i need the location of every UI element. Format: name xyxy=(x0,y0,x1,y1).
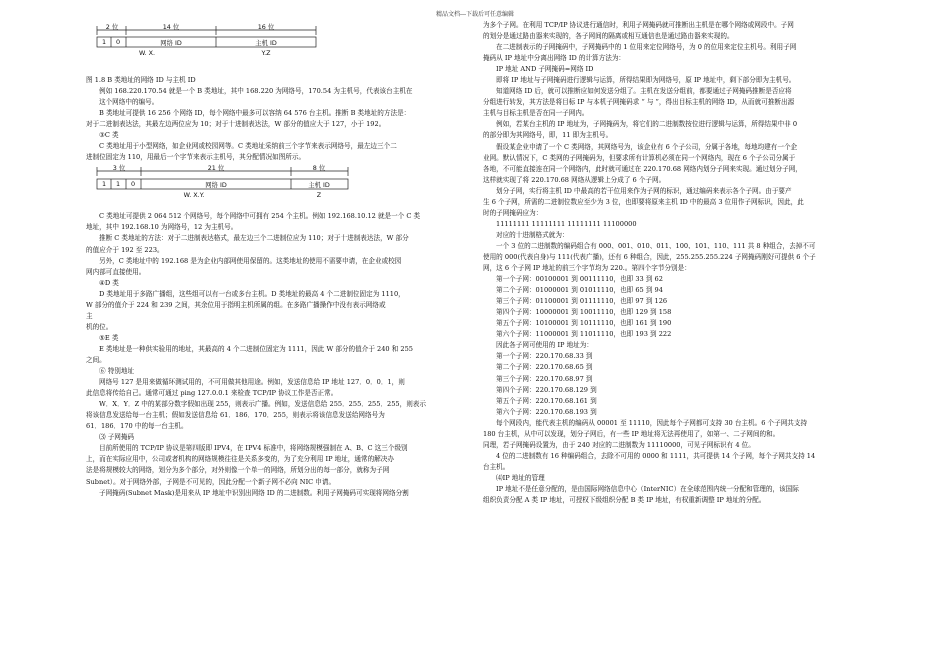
text-line: 各地，不可能直接连在同一个网络内，此时就可通过在 220.170.68 网络内划分子网来实现。通过划分子网， xyxy=(483,164,802,173)
text-line: 生 6 个子网，所需的二进制位数应至少为 3 位，也即要将原来主机 ID 中的最高 3 位用作子网标识，因此，此 xyxy=(483,197,804,206)
text-line: 网络号 127 是用来做循环测试用的，不可用做其他用途。例如，发送信息给 IP 地址 127．0．0．1，则 xyxy=(99,378,405,387)
text-line: 例如 168.220.170.54 就是一个 B 类地址，其中 168.220 为网络号，170.54 为主机号，代表该台主机在 xyxy=(99,87,413,96)
class-b-width-3: 16 位 xyxy=(257,23,275,31)
subnet-mask-binary: 11111111 11111111 11111111 11100000 xyxy=(496,219,637,228)
text-line: 这个网络中的编号。 xyxy=(99,98,159,107)
formula-line: IP 地址 AND 子网掩码=网络 ID xyxy=(496,65,594,74)
text-line: 时的子网掩码应为： xyxy=(483,208,543,217)
class-c-width-3: 8 位 xyxy=(312,164,326,173)
subnet-address: 第三个子网：220.170.68.97 到 xyxy=(496,374,593,383)
class-c-bit-1: 1 xyxy=(101,180,107,189)
class-c-width-2: 21 位 xyxy=(207,164,225,173)
text-line: 之间。 xyxy=(86,355,106,364)
text-line: 目前所使用的 TCP/IP 协议是第四版即 IPV4，在 IPV4 标准中，将网络规模强制在 A、B、C 这三个级别 xyxy=(99,444,408,453)
text-line: 主机与目标主机是否在同一子网内。 xyxy=(483,109,589,118)
text-line: 业网。默认情况下，C 类网的子网掩码为，但要求所有计算机必须在同一个网络内，现在 6 个子公司分属于 xyxy=(483,153,796,162)
text-line: 因此各子网可使用的 IP 地址为： xyxy=(496,341,593,350)
class-c-diagram xyxy=(86,163,472,211)
text-line: 划分子网，实行将主机 ID 中最高的若干位用来作为子网的标识，通过编码来表示各个子网。由于要产 xyxy=(496,186,792,195)
subnet-range: 第二个子网：01000001 到 01011110，也即 65 到 94 xyxy=(496,286,663,295)
text-line: Subnet）。对于网络外部，子网是不可见的，因此分配一个新子网不必向 NIC 申请。 xyxy=(86,477,336,486)
class-c-network-id: 网络 ID xyxy=(205,181,227,190)
text-line: 台主机。 xyxy=(483,462,510,471)
class-b-bit-2: 0 xyxy=(115,38,121,46)
text-line: 同理，若子网掩码设置为，由于 240 对应的二进制数为 11110000，可见子网标识有 4 位。 xyxy=(483,440,755,449)
subnet-address: 第四个子网：220.170.68.129 到 xyxy=(496,385,597,394)
class-b-network-id: 网络 ID xyxy=(160,39,182,47)
page-header: 精品文档---下载后可任意编辑 xyxy=(435,11,515,18)
text-line: 法是将规模较大的网络，划分为多个部分，对外则像一个单一的网络，所划分出的每一部分，就称为子网 xyxy=(86,466,390,475)
text-line: 子网掩码(Subnet Mask)是用来从 IP 地址中识别出网络 ID 的二进制数。利用子网掩码可实现将网络分割 xyxy=(99,488,409,497)
section-heading: ③C 类 xyxy=(99,131,119,140)
subnet-address: 第一个子网：220.170.68.33 到 xyxy=(496,352,593,361)
class-c-host-id: 主机 ID xyxy=(308,181,330,190)
class-c-bit-2: 1 xyxy=(115,180,121,189)
text-line: 推断 C 类地址的方法：对于二进制表达格式，最左边三个二进制位应为 110；对于十进制表达法，W 部分 xyxy=(99,234,409,243)
text-line: 另外，C 类地址中的 192.168 是为企业内部网使用保留的。这类地址的使用不需要申请，在企业或校园 xyxy=(99,256,402,265)
text-line: 网，这 6 个子网 IP 地址的前三个字节均为 220.。第四个字节分别是： xyxy=(483,264,691,273)
class-b-width-2: 14 位 xyxy=(162,23,180,31)
text-line: 主 xyxy=(86,311,93,320)
left-column xyxy=(86,20,472,499)
text-line: 对于二进制表达法，其最左边两位应为 10；对于十进制表达法，W 部分的值应大于 127，小于 192。 xyxy=(86,120,386,129)
text-line: W．X．Y．Z 中的某部分数字假如出现 255，则表示广播。例如，发送信息给 255．255．255．255，则表示 xyxy=(99,400,426,409)
text-line: 地址，其中 192.168.10 为网络号，12 为主机号。 xyxy=(86,223,238,232)
text-line: 将该信息发送给每一台主机；假如发送信息给 61．186．170．255，则表示将该信息发送给网络号为 xyxy=(86,411,385,420)
class-c-diagram-lines xyxy=(86,163,472,211)
text-line: 61．186．170 中的每一台主机。 xyxy=(86,422,188,431)
text-line: 180 台主机，从中可以发现，划分子网后，有一些 IP 地址将无法再使用了，如第一、二子网间的和。 xyxy=(483,429,780,438)
text-line: 知道网络 ID 后，就可以推断应如何发送分组了。主机在发送分组前，都要通过子网掩码推断是否应将 xyxy=(496,87,792,96)
text-line: 分组进行转发，其方法是将目标 IP 与本机子网掩码求 “ 与 ”，得出目标主机的网络 ID，从而就可推断出源 xyxy=(483,98,795,107)
text-line: 的划分是通过路由器来实现的，各子网间的隔离或相互通信也是通过路由器来实现的。 xyxy=(483,32,734,41)
text-line: 组织负责分配 A 类 IP 地址，可授权下级组织分配 B 类 IP 地址，有权重新调整 IP 地址的分配。 xyxy=(483,496,766,505)
section-heading: ④D 类 xyxy=(99,278,119,287)
class-c-width-1: 3 位 xyxy=(112,164,126,173)
text-line: 为多个子网。在利用 TCP/IP 协议进行通信时，利用子网掩码就可推断出主机是在哪个网络或网段中。子网 xyxy=(483,21,794,29)
subnet-address: 第六个子网：220.170.68.193 到 xyxy=(496,407,597,416)
text-line: 假设某企业申请了一个 C 类网络，其网络号为，该企业有 6 个子公司，分属于各地，每地均建有一个企 xyxy=(496,142,798,151)
text-line: 这样就实现了将 220.170.68 网络从逻辑上分成了 6 个子网。 xyxy=(483,175,666,184)
section-heading: ⑷IP 地址的管理 xyxy=(496,473,545,482)
text-line: 使用的 000(代表自身)与 111(代表广播)，还有 6 种组合，因此，255.255.255.224 子网掩码刚好可提供 6 个子 xyxy=(483,252,816,261)
text-line: W 部分的值介于 224 和 239 之间，其余位用于指明主机所属的组。在多路广播操作中没有表示网络或 xyxy=(86,300,386,309)
text-line: 的值应介于 192 至 223。 xyxy=(86,245,164,254)
class-c-bit-3: 0 xyxy=(130,180,136,189)
text-line: C 类地址可提供 2 064 512 个网络号，每个网络中可拥有 254 个主机。例如 192.168.10.12 就是一个 C 类 xyxy=(99,212,421,221)
text-line: 即将 IP 地址与子网掩码进行逻辑与运算，所得结果即为网络号，原 IP 地址中，剩下部分即为主机号。 xyxy=(496,76,796,85)
subnet-range: 第五个子网：10100001 到 10111110，也即 161 到 190 xyxy=(496,319,672,328)
text-line: D 类地址用于多路广播组，这些组可以有一台或多台主机。D 类地址的最高 4 个二进制位固定为 1110， xyxy=(99,289,405,298)
text-line: C 类地址用于小型网络，如企业网或校园网等。C 类地址采纳前三个字节来表示网络号，最左边三个二 xyxy=(99,142,397,151)
text-line: 一个 3 位的二进制数的编码组合有 000、001、010、011、100、101、110、111 共 8 种组合，去掉不可 xyxy=(496,241,816,250)
text-line: 图 1.8 B 类地址的网络 ID 与主机 ID xyxy=(86,76,196,84)
text-line: 机的位。 xyxy=(86,322,113,331)
subnet-address: 第五个子网：220.170.68.161 到 xyxy=(496,396,597,405)
class-b-diagram-lines xyxy=(86,20,472,75)
class-b-bit-1: 1 xyxy=(101,38,107,46)
text-line: 每个网段内，能代表主机的编码从 00001 至 11110，因此每个子网都可支持 30 台主机。6 个子网共支持 xyxy=(496,418,808,427)
text-line: 的部分即为其网络号，即，11 即为主机号。 xyxy=(483,131,613,140)
subnet-range: 第四个子网：10000001 到 10011110，也即 129 到 158 xyxy=(496,308,672,317)
text-line: 例如，若某台主机的 IP 地址为，子网掩码为，将它们的二进制数按位进行逻辑与运算，所得结果中非 0 xyxy=(496,120,798,129)
text-line: 4 位的二进制数有 16 种编码组合，去除不可用的 0000 和 1111，共可提供 14 个子网，每个子网共支持 14 xyxy=(496,451,816,460)
subnet-range: 第六个子网：11000001 到 11011110，也即 193 到 222 xyxy=(496,330,672,339)
section-heading: ⑥ 特别地址 xyxy=(99,367,135,376)
text-line: 进制位固定为 110，用最后一个字节来表示主机号，其分配情况如图所示。 xyxy=(86,153,306,162)
subnet-address: 第二个子网：220.170.68.65 到 xyxy=(496,363,593,372)
text-line: E 类地址是一种供实验用的地址，其最高的 4 个二进制位固定为 1111，因此 W 部分的值介于 240 和 255 xyxy=(99,344,413,353)
class-b-host-octets: Y.Z xyxy=(261,49,271,57)
section-heading: ⑤E 类 xyxy=(99,333,119,342)
text-line: B 类地址可提供 16 256 个网络 ID，每个网络中最多可以容纳 64 576 台主机。推断 B 类地址的方法是： xyxy=(99,109,411,118)
class-b-network-octets: W. X. xyxy=(138,49,156,57)
text-line: 掩码从 IP 地址中分离出网络 ID 的计算方法为： xyxy=(483,54,626,63)
class-b-host-id: 主机 ID xyxy=(255,39,277,47)
section-heading: ⑶ 子网掩码 xyxy=(99,433,135,442)
text-line: 上，而在实际应用中，公司或者机构的网络规模往往是关系多变的，为了充分利用 IP 地址，通常的解决办 xyxy=(86,455,394,464)
text-line: 对应的十进制格式就为： xyxy=(496,230,569,239)
right-column xyxy=(483,20,868,506)
text-line: 此信息将传给自己。通常可通过 ping 127.0.0.1 来检查 TCP/IP 协议工作是否正常。 xyxy=(86,389,338,398)
class-c-host-octets: Z xyxy=(316,191,322,200)
class-c-network-octets: W. X.Y. xyxy=(183,191,205,200)
text-line: 在二进制表示的子网掩码中，子网掩码中的 1 位用来定位网络号，为 0 的位用来定位主机号。利用子网 xyxy=(496,43,797,52)
subnet-range: 第三个子网：01100001 到 01111110，也即 97 到 126 xyxy=(496,297,668,306)
subnet-range: 第一个子网：00100001 到 00111110，也即 33 到 62 xyxy=(496,275,663,284)
text-line: 网内部可直接使用。 xyxy=(86,267,146,276)
class-b-width-1: 2 位 xyxy=(105,23,119,31)
class-b-diagram xyxy=(86,20,472,75)
text-line: IP 地址不是任意分配的，是由国际网络信息中心（InterNIC）在全球范围内统一分配和管理的，该国际 xyxy=(496,484,799,493)
